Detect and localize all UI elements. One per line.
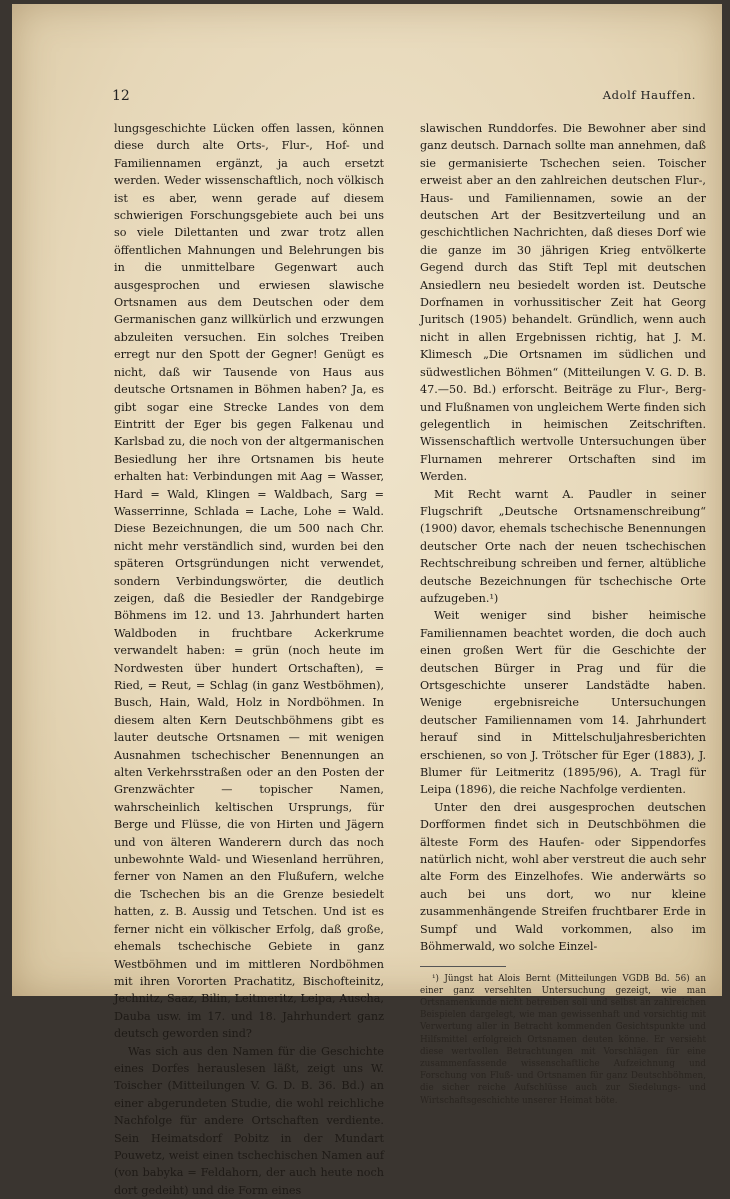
footnote [420,973,706,1107]
footnote-divider [420,966,506,967]
right-paragraph-3: Weit weniger sind bisher heimische Familiennamen beachtet worden, die doch auch einen großen Wert für die Geschichte der deutschen Bürger in Prag und für die Ortsgeschichte unserer Landstädte haben. Wenige ergebnisreiche Untersuchungen deutscher Familiennamen vom 14. Jahrhundert herauf sind in Mittelschuljahresberichten erschienen, so von J. Trötscher für Eger (1883), J. Blumer für Leitmeritz (1895/96), A. Tragl für Leipa (1896), die reiche Nachfolge verdienten. [420,609,706,797]
right-paragraph-2: Mit Recht warnt A. Paudler in seiner Flugschrift „Deutsche Ortsnamenschreibung“ (1900) davor, ehemals tschechische Benennungen deutscher Orte nach der neuen tschechischen Rechtschreibung schreiben und ferner, altübliche deutsche Bezeichnungen für tschechische Orte aufzugeben.¹) [420,487,706,605]
footnote-text: ¹) Jüngst hat Alois Bernt (Mitteilungen VGDB Bd. 56) an einer ganz versehlten Untersuchung gezeigt, wie man Ortsnamenkunde nicht betreiben soll und selbst an zahlreichen Beispielen dargelegt, wie man gewissenhaft und vorsichtig mit Verwertung aller in Betracht kommenden Gesichtspunkte und Hilfsmittel erfolgreich Ortsnamen deuten könne. Er versieht diese wertvollen Betrachtungen mit Vorschlägen für eine zusammenfassende wissenschaftliche Aufzeichnung und Forschung von Fluß- und Ortsnamen für ganz Deutschböhmen, die sicher reiche Aufschlüsse auch zur Siedelungs- und Wirtschaftsgeschichte unserer Heimat böte. [420,973,706,1106]
right-paragraph-4: Unter den drei ausgesprochen deutschen Dorfformen findet sich in Deutschböhmen die älteste Form des Haufen- oder Sippendorfes natürlich nicht, wohl aber verstreut die auch sehr alte Form des Einzelhofes. Wie anderwärts so auch bei uns dort, wo nur kleine zusammenhängende Streifen fruchtbarer Erde in Sumpf und Wald vorkommen, also im Böhmerwald, wo solche Einzel- [420,800,706,954]
running-head: Adolf Hauffen. [602,88,696,102]
left-column [114,120,384,1199]
left-paragraph-1: lungsgeschichte Lücken offen lassen, können diese durch alte Orts-, Flur-, Hof- und Familiennamen ergänzt, ja auch ersetzt werden. Weder wissenschaftlich, noch völkisch ist es aber, wenn gerade auf diesem schwierigen Forschungsgebiete auch bei uns so viele Dilettanten und zwar trotz allen öffentlichen Mahnungen und Belehrungen bis in die unmittelbare Gegenwart auch ausgesprochen und erwiesen slawische Ortsnamen aus dem Deutschen oder dem Germanischen ganz willkürlich und erzwungen abzuleiten versuchen. Ein solches Treiben erregt nur den Spott der Gegner! Genügt es nicht, daß wir Tausende von Haus aus deutsche Ortsnamen in Böhmen haben? Ja, es gibt sogar eine Strecke Landes von dem Eintritt der Eger bis gegen Falkenau und Karlsbad zu, die noch von der altgermanischen Besiedlung her ihre Ortsnamen bis heute erhalten hat: Verbindungen mit Aag = Wasser, Hard = Wald, Klingen = Waldbach, Sarg = Wasserrinne, Schlada = Lache, Lohe = Wald. Diese Bezeichnungen, die um 500 nach Chr. nicht mehr verständlich sind, wurden bei den späteren Ortsgründungen nicht verwendet, sondern Verbindungswörter, die deutlich zeigen, daß die Besiedler der Randgebirge Böhmens im 12. und 13. Jahrhundert harten Waldboden in fruchtbare Ackerkrume verwandelt haben: = grün (noch heute im Nordwesten über hundert Ortschaften), = Ried, = Reut, = Schlag (in ganz Westböhmen), Busch, Hain, Wald, Holz in Nordböhmen. In diesem alten Kern Deutschböhmens gibt es lauter deutsche Ortsnamen — mit wenigen Ausnahmen tschechischer Benennungen an alten Verkehrsstraßen oder an den Posten der Grenzwächter — topischer Namen, wahrscheinlich keltischen Ursprungs, für Berge und Flüsse, die von Hirten und Jägern und von älteren Wanderern durch das noch unbewohnte Wald- und Wiesenland herrühren, ferner von Namen an den Flußufern, welche die Tschechen bis an die Grenze besiedelt hatten, z. B. Aussig und Tetschen. Und ist es ferner nicht ein völkischer Erfolg, daß große, ehemals tschechische Gebiete in ganz Westböhmen und im mittleren Nordböhmen mit ihren Vororten Prachatitz, Bischofteinitz, Jechnitz, Saaz, Bilin, Leitmeritz, Leipa, Auscha, Dauba usw. im 17. und 18. Jahrhundert ganz deutsch geworden sind? [114,122,384,1041]
page-number: 12 [112,88,130,104]
left-paragraph-2: Was sich aus den Namen für die Geschichte eines Dorfes herauslesen läßt, zeigt uns W. Toischer (Mitteilungen V. G. D. B. 36. Bd.) an einer abgerundeten Studie, die wohl reichliche Nachfolge für andere Ortschaften verdiente. Sein Heimatsdorf Pobitz in der Mundart Pouwetz, weist einen tschechischen Namen auf (von babyka = Feldahorn, der auch heute noch dort gedeiht) und die Form eines [114,1044,384,1197]
book-page [12,4,722,1197]
right-column [420,120,706,1107]
right-paragraph-1: slawischen Runddorfes. Die Bewohner aber sind ganz deutsch. Darnach sollte man annehmen, daß sie germanisierte Tschechen seien. Toischer erweist aber an den zahlreichen deutschen Flur-, Haus- und Familiennamen, sowie an der deutschen Art der Besitzverteilung und an geschichtlichen Nachrichten, daß dieses Dorf wie die ganze im 30 jährigen Krieg entvölkerte Gegend durch das Stift Tepl mit deutschen Ansiedlern neu besiedelt worden ist. Deutsche Dorfnamen in vorhussitischer Zeit hat Georg Juritsch (1905) behandelt. Gründlich, wenn auch nicht in allen Ergebnissen richtig, hat J. M. Klimesch „Die Ortsnamen im südlichen und südwestlichen Böhmen“ (Mitteilungen V. G. D. B. 47.—50. Bd.) erforscht. Beiträge zu Flur-, Berg- und Flußnamen von ungleichem Werte finden sich gelegentlich in heimischen Zeitschriften. Wissenschaftlich wertvolle Untersuchungen über Flurnamen mehrerer Ortschaften sind im Werden. [420,122,706,484]
